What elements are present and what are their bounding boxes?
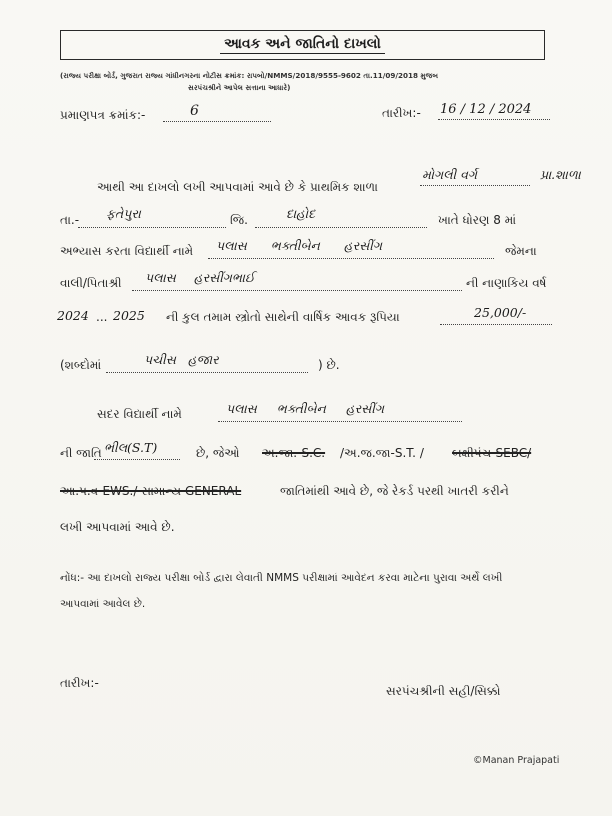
student-name: પલાસ ભક્તીબેન હરસીંગ bbox=[216, 238, 382, 253]
copyright-credit: ©Manan Prajapati bbox=[473, 755, 560, 766]
sarpanch-signature-label: સરપંચશ્રીની સહી/સિક્કો bbox=[386, 684, 501, 698]
intro-text: આથી આ દાખલો લખી આપવામાં આવે છે કે પ્રાથમિક શાળા bbox=[97, 180, 378, 194]
income-in-words: પચીસ હજાર bbox=[144, 352, 219, 367]
dotted-line bbox=[218, 421, 462, 422]
guardian-label: વાલી/પિતાશ્રી bbox=[60, 276, 122, 290]
reference-line-1: (રાજ્ય પરીક્ષા બોર્ડ, ગુજરાત રાજ્ય ગાંધીનગરના નોટીસ ક્રમાંક: રાપબો/NMMS/2018/9555-9602 તા.11/09/2018 મુજબ bbox=[60, 71, 439, 80]
student-label-2: સદર વિદ્યાર્થી નામે bbox=[97, 407, 182, 421]
student-name-2: પલાસ ભક્તીબેન હરસીંગ bbox=[226, 401, 384, 416]
closing-text: લખી આપવામાં આવે છે. bbox=[60, 520, 175, 534]
caste-label: ની જાતિ bbox=[60, 446, 102, 460]
student-label: અભ્યાસ કરતા વિદ્યાર્થી નામે bbox=[60, 244, 194, 258]
taluka-label: તા.- bbox=[60, 213, 80, 227]
category-st: /અ.જ.જા-S.T. / bbox=[340, 446, 424, 460]
certificate-date-label: તારીખ:- bbox=[382, 106, 421, 120]
certificate-number-label: પ્રમાણપત્ર ક્રમાંક:- bbox=[60, 108, 146, 122]
words-label: (શબ્દોમાં bbox=[60, 358, 102, 372]
taluka-value: ફતેપુરા bbox=[106, 206, 141, 221]
school-name: મોગલી વર્ગ bbox=[422, 167, 477, 182]
income-text: ની કુલ તમામ સ્ત્રોતો સાથેની વાર્ષિક આવક રૂપિયા bbox=[166, 310, 400, 324]
title-box bbox=[60, 30, 545, 60]
dotted-line bbox=[420, 185, 530, 186]
note-line-1: નોંધ:- આ દાખલો રાજ્ય પરીક્ષા બોર્ડ દ્વારા લેવાતી NMMS પરીક્ષામાં આવેદન કરવા માટેના પુરાવા અર્થે લખી bbox=[60, 572, 503, 584]
dotted-line bbox=[440, 324, 552, 325]
certificate-title: આવક અને જાતિનો દાખલો bbox=[220, 36, 385, 54]
district-label: જિ. bbox=[230, 213, 248, 227]
dotted-line bbox=[255, 227, 427, 228]
caste-value: ભીલ(S.T) bbox=[104, 440, 158, 455]
income-value: 25,000/- bbox=[474, 305, 527, 320]
whose-text: જેમના bbox=[505, 244, 537, 258]
class-text: ખાતે ધોરણ 8 માં bbox=[438, 213, 517, 227]
school-suffix: પ્રા.શાળા bbox=[540, 167, 581, 182]
year-to: 2025 bbox=[113, 308, 145, 323]
dotted-line bbox=[438, 119, 550, 120]
certificate-date-value: 16 / 12 / 2024 bbox=[440, 102, 532, 117]
footer-date-label: તારીખ:- bbox=[60, 676, 99, 690]
guardian-name: પલાસ હરસીંગભાઈ bbox=[145, 270, 255, 285]
caste-after-text: છે, જેઓ bbox=[196, 446, 240, 460]
year-from: 2024 bbox=[57, 308, 89, 323]
dotted-line bbox=[132, 290, 462, 291]
dotted-line bbox=[78, 227, 226, 228]
dotted-line bbox=[163, 121, 271, 122]
words-close: ) છે. bbox=[318, 358, 340, 372]
dotted-line bbox=[106, 372, 308, 373]
category-ews-general-struck: આ.પ.વ-EWS./ સામાન્ય GENERAL bbox=[60, 484, 242, 498]
district-value: દાહોદ bbox=[286, 206, 316, 221]
financial-year-text: ની નાણાકિય વર્ષ bbox=[466, 276, 547, 290]
note-line-2: આપવામાં આવેલ છે. bbox=[60, 598, 146, 610]
category-sebc-struck: બક્ષીપંચ-SEBC/ bbox=[452, 446, 532, 460]
category-after-text: જાતિમાંથી આવે છે, જે રેકર્ડ પરથી ખાતરી કરીને bbox=[280, 484, 509, 498]
dotted-line bbox=[94, 459, 180, 460]
certificate-page: આવક અને જાતિનો દાખલો (રાજ્ય પરીક્ષા બોર્ડ, ગુજરાત રાજ્ય ગાંધીનગરના નોટીસ ક્રમાંક: રાપબો/NMMS/2018/9555-9602 તા.11/09/2018 મુજબ સરપંચશ્રીને આપેલ સત્તાના આધારે) પ્રમાણપત્ર ક્રમાંક:- 6 તારીખ:- 16 / 12 / 2024 આથી આ દાખલો લખી આપવામાં આવે છે કે પ્રાથમિક શાળા મોગલી વર્ગ પ્રા.શાળા તા.- ફતેપુરા જિ. દાહોદ ખાતે ધોરણ 8 માં અભ્યાસ કરતા વિદ્યાર્થી નામે પલાસ ભક્તીબેન હરસીંગ જેમના વાલી/પિતાશ્રી પલાસ હરસીંગભાઈ ની નાણાકિય વર્ષ 2024 ... 2025 ની કુલ તમામ સ્ત્રોતો સાથેની વાર્ષિક આવક રૂપિયા 25,000/- (શબ્દોમાં પચીસ હજાર ) છે. સદર વિદ્યાર્થી નામે પલાસ ભક્તીબેન હરસીંગ ની જાતિ ભીલ(S.T) છે, જેઓ અ.જા.-S.C. /અ.જ.જા-S.T. / બક્ષીપંચ-SEBC/ આ.પ.વ-EWS./ સામાન્ય GENERAL જાતિમાંથી આવે છે, જે રેકર્ડ પરથી ખાતરી કરીને લખી આપવામાં આવે છે. નોંધ:- આ દાખલો રાજ્ય પરીક્ષા બોર્ડ દ્વારા લેવાતી NMMS પરીક્ષામાં આવેદન કરવા માટેના પુરાવા અર્થે લખી આપવામાં આવેલ છે. તારીખ:- સરપંચશ્રીની સહી/સિક્કો ©Manan Prajapati bbox=[0, 0, 612, 816]
dotted-line bbox=[208, 258, 494, 259]
category-sc-struck: અ.જા.-S.C. bbox=[262, 446, 326, 460]
certificate-number-value: 6 bbox=[190, 103, 199, 119]
reference-line-2: સરપંચશ્રીને આપેલ સત્તાના આધારે) bbox=[188, 83, 291, 92]
